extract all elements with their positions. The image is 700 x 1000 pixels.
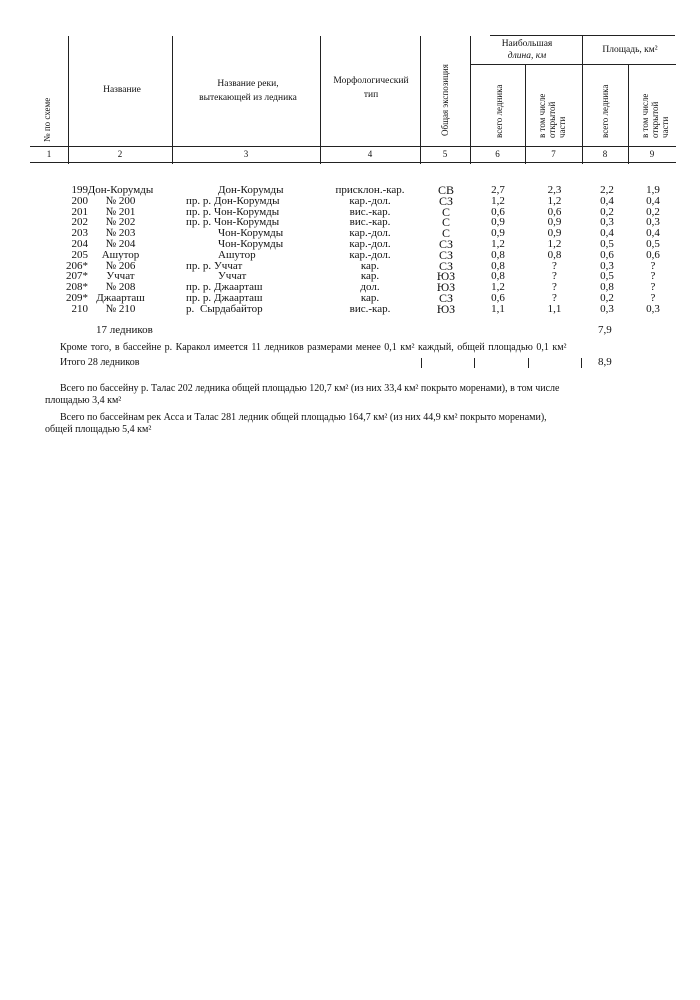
cell-morph-type: кар.-дол. [349,194,391,207]
cell-area-total: 0,2 [600,205,614,218]
cell-morph-type: вис.-кар. [349,302,391,315]
header-area-open-line1: в том числе [640,93,650,138]
cell-name: № 202 [105,216,136,229]
cell-length-total: 1,2 [491,238,505,250]
cell-name: № 206 [105,259,136,272]
cell-river: Дон-Корумды [218,184,284,196]
header-length-open-line3: части [557,116,567,138]
total-label: Итого 28 ледников [60,357,140,368]
header-area-open-line3: части [660,116,670,138]
cell-area-total: 0,3 [600,302,614,315]
cell-length-total: 0,8 [491,270,505,283]
col-rule-3 [320,36,321,164]
total-tick-4 [581,358,582,368]
cell-name: № 208 [105,281,136,294]
cell-morph-type: вис.-кар. [349,205,391,218]
cell-area-total: 0,5 [600,238,614,250]
cell-exposure: С [441,204,450,219]
colnum-7: 7 [551,149,556,159]
cell-area-open: 0,4 [646,194,660,207]
talas-note-line2: площадью 3,4 км² [45,395,122,406]
cell-length-total: 2,7 [491,184,505,196]
cell-name: Дон-Корумды [87,184,154,196]
cell-name: Ашутор [101,248,140,261]
header-morph-line2: тип [363,90,379,100]
cell-river: Уччат [218,270,247,283]
cell-length-open: ? [552,270,557,283]
length-group-rule [470,64,582,65]
cell-length-open: 2,3 [547,184,562,196]
header-length-open-line2: открытой [547,101,557,138]
cell-area-total: 0,4 [600,227,614,240]
cell-scheme-no: 208* [66,281,88,294]
cell-exposure: СЗ [438,237,453,251]
header-river-line2: вытекающей из ледника [199,93,297,103]
cell-exposure: СЗ [438,258,453,273]
cell-exposure: ЮЗ [436,269,456,284]
count-area: 7,9 [598,324,612,336]
cell-length-total: 0,9 [491,227,505,240]
cell-area-open: 0,6 [646,248,660,261]
cell-exposure: СЗ [438,193,453,208]
col-rule-2 [172,36,173,164]
cell-exposure: ЮЗ [436,301,456,316]
table-row [0,247,700,262]
header-area-total: всего ледника [600,84,610,138]
cell-length-total: 1,2 [491,194,505,207]
cell-morph-type: кар.-дол. [349,227,391,240]
colnum-8: 8 [602,149,608,159]
cell-length-open: 1,2 [547,194,562,207]
cell-morph-type: кар. [360,270,380,283]
area-group-rule [582,64,676,65]
assa-note-line2: общей площадью 5,4 км² [45,424,152,435]
cell-morph-type: вис.-кар. [349,216,391,229]
cell-area-total: 2,2 [600,184,614,196]
cell-area-open: 0,3 [646,216,660,229]
cell-scheme-no: 210 [71,302,88,315]
cell-length-open: 1,2 [547,238,562,250]
cell-area-total: 0,3 [600,216,614,229]
cell-length-open: 0,8 [547,248,562,261]
karakol-note: Кроме того, в бассейне р. Каракол имеется 11 ледников размерами менее 0,1 км² каждый, общей площадью 0,1 км² [60,342,567,353]
cell-name: Уччат [106,270,135,283]
table-row [0,301,700,316]
assa-note-line1: Всего по бассейнам рек Асса и Талас 281 ледник общей площадью 164,7 км² (из них 44,9 км² покрыто моренами), [60,412,547,423]
header-morph-line1: Морфологический [333,76,409,86]
cell-river: Чон-Корумды [214,205,280,218]
table-row [0,258,700,273]
header-river-line1: Название реки, [217,79,279,89]
cell-area-total: 0,4 [600,194,614,207]
colnum-bottom-rule [30,162,676,163]
col-rule-5 [470,36,471,164]
cell-name: № 201 [105,205,136,218]
cell-scheme-no: 204 [71,238,88,250]
cell-scheme-no: 202 [71,216,88,229]
colnum-1: 1 [46,149,52,159]
cell-river-prefix: пр. р. [186,205,212,218]
cell-length-total: 1,2 [491,281,505,294]
cell-morph-type: кар. [360,259,380,272]
cell-area-total: 0,6 [600,248,614,261]
cell-river-prefix: пр. р. [186,292,212,304]
count-label: 17 ледников [96,324,153,336]
cell-scheme-no: 203 [71,227,88,240]
cell-river: Чон-Корумды [218,238,284,250]
cell-river-prefix: пр. р. [186,194,212,207]
cell-area-open: 0,2 [646,205,660,218]
colnum-4: 4 [367,149,373,159]
cell-river: Уччат [214,259,243,272]
cell-length-open: 1,1 [547,302,562,315]
col-rule-4 [420,36,421,164]
cell-area-total: 0,3 [600,259,614,272]
cell-length-open: ? [552,292,557,304]
cell-exposure: С [441,226,450,241]
cell-morph-type: дол. [360,281,380,294]
cell-scheme-no: 207* [66,270,88,283]
cell-length-open: 0,9 [547,227,562,240]
cell-name: № 210 [105,302,136,315]
cell-scheme-no: 200 [71,194,88,207]
cell-exposure: СЗ [438,247,453,262]
cell-area-total: 0,2 [600,292,614,304]
col-rule-1 [68,36,69,164]
cell-area-open: ? [650,281,656,294]
cell-length-open: 0,6 [547,205,562,218]
cell-river-prefix: пр. р. [186,216,212,229]
colnum-5: 5 [442,149,448,159]
colnum-6: 6 [495,149,500,159]
cell-name: № 200 [105,194,136,207]
total-tick-3 [528,358,529,368]
cell-morph-type: присклон.-кар. [335,184,405,196]
cell-scheme-no: 199 [71,184,88,196]
header-name: Название [103,85,141,95]
cell-area-open: 0,3 [646,302,660,315]
header-length-open-line1: в том числе [537,93,547,138]
cell-area-open: 1,9 [646,184,660,196]
cell-area-open: ? [650,292,656,304]
cell-river: Джаарташ [214,281,263,294]
cell-length-open: ? [552,259,557,272]
total-tick-2 [474,358,475,368]
cell-area-total: 0,8 [600,281,614,294]
cell-river: Ашутор [218,248,256,261]
cell-exposure: СЗ [438,291,453,305]
cell-river-prefix: пр. р. [186,259,212,272]
cell-area-open: 0,4 [646,227,660,240]
header-scheme-no: № по схеме [42,97,52,142]
cell-area-total: 0,5 [600,270,614,283]
cell-name: Джаарташ [96,292,145,304]
cell-length-total: 0,6 [491,292,505,304]
colnum-9: 9 [649,149,655,159]
col-rule-7 [582,36,583,164]
cell-exposure: ЮЗ [436,280,456,295]
cell-scheme-no: 206* [66,259,88,272]
cell-morph-type: кар.-дол. [349,238,391,250]
cell-length-total: 0,8 [491,248,505,261]
cell-river: Дон-Корумды [214,194,280,207]
cell-area-open: ? [650,270,656,283]
cell-name: № 203 [105,227,136,240]
header-exposure: Общая экспозиция [440,64,450,136]
cell-scheme-no: 205 [71,248,88,261]
cell-morph-type: кар.-дол. [349,248,391,261]
cell-length-open: 0,9 [547,216,562,229]
header-length-group-line1: Наибольшая [501,39,553,49]
cell-exposure: С [441,215,450,230]
cell-scheme-no: 209* [66,292,88,304]
total-tick-1 [421,358,422,368]
colnum-2: 2 [117,149,123,159]
colnum-3: 3 [243,149,249,159]
cell-exposure: СВ [437,183,454,197]
cell-river: Чон-Корумды [214,216,280,229]
header-area-open-line2: открытой [650,101,660,138]
header-bottom-rule [30,146,676,147]
header-area-group: Площадь, км² [602,45,658,55]
total-area: 8,9 [598,356,612,368]
cell-morph-type: кар. [360,292,380,304]
cell-length-open: ? [552,281,557,294]
cell-river-prefix: р. [186,302,195,315]
cell-river: Чон-Корумды [218,227,284,240]
cell-river: Сырдабайтор [200,302,263,315]
cell-area-open: ? [650,259,656,272]
cell-river-prefix: пр. р. [186,281,212,294]
cell-length-total: 0,8 [491,259,505,272]
header-length-group-line2: длина, км [507,51,547,61]
cell-scheme-no: 201 [71,205,88,218]
talas-note-line1: Всего по бассейну р. Талас 202 ледника общей площадью 120,7 км² (из них 33,4 км² покрыто моренами), в том числе [60,383,560,394]
cell-area-open: 0,5 [646,238,660,250]
table-row [0,271,700,282]
header-length-total: всего ледника [494,84,504,138]
cell-name: № 204 [105,238,136,250]
cell-length-total: 0,9 [491,216,505,229]
cell-length-total: 0,6 [491,205,505,218]
cell-length-total: 1,1 [491,302,505,315]
cell-river: Джаарташ [214,292,263,304]
